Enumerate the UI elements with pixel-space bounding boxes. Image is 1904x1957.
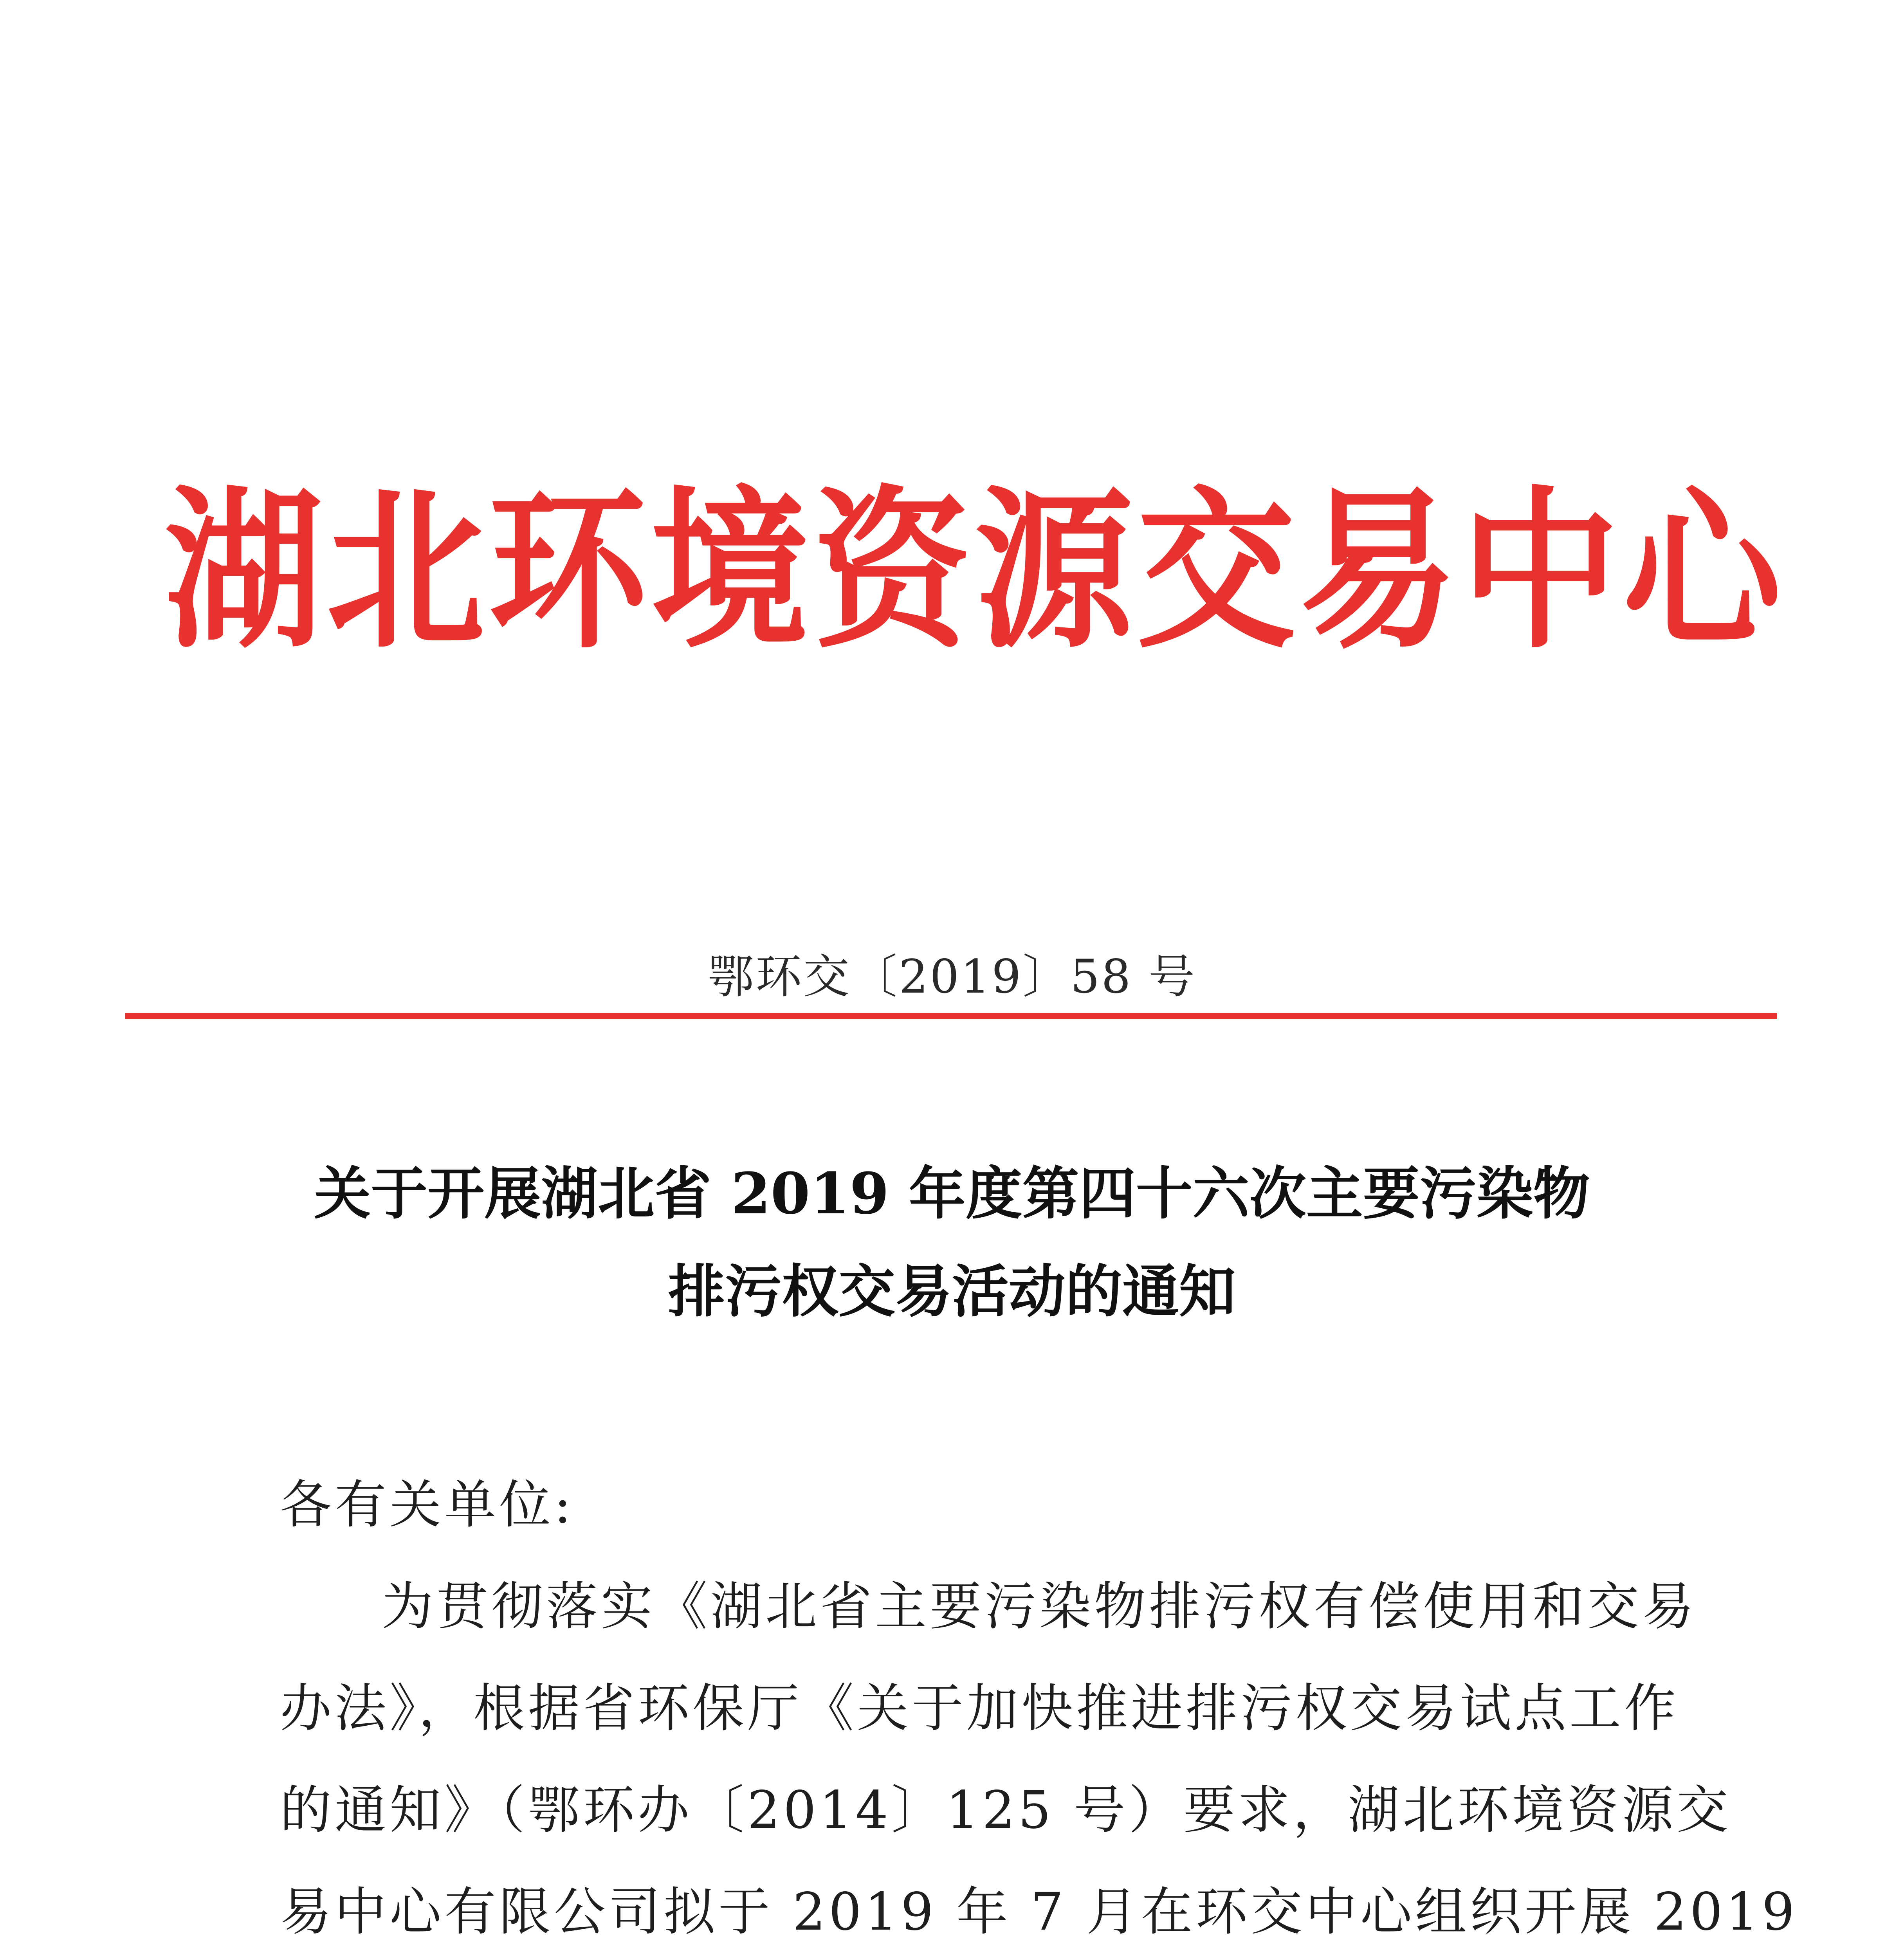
organization-masthead: 湖北环境资源交易中心 xyxy=(164,471,1785,672)
document-number: 鄂环交〔2019〕58 号 xyxy=(708,950,1196,1004)
paragraph-line: 易中心有限公司拟于 2019 年 7 月在环交中心组织开展 2019 xyxy=(280,1882,1798,1942)
red-divider-rule xyxy=(125,1013,1777,1019)
salutation: 各有关单位: xyxy=(280,1475,575,1535)
document-title-line-1: 关于开展湖北省 2019 年度第四十六次主要污染物 xyxy=(314,1161,1590,1227)
document-title-line-2: 排污权交易活动的通知 xyxy=(668,1258,1236,1325)
paragraph-line: 办法》，根据省环保厅《关于加快推进排污权交易试点工作 xyxy=(280,1678,1679,1739)
paragraph-line: 的通知》（鄂环办〔2014〕125 号）要求，湖北环境资源交 xyxy=(280,1780,1731,1840)
paragraph-line: 为贯彻落实《湖北省主要污染物排污权有偿使用和交易 xyxy=(382,1577,1697,1637)
